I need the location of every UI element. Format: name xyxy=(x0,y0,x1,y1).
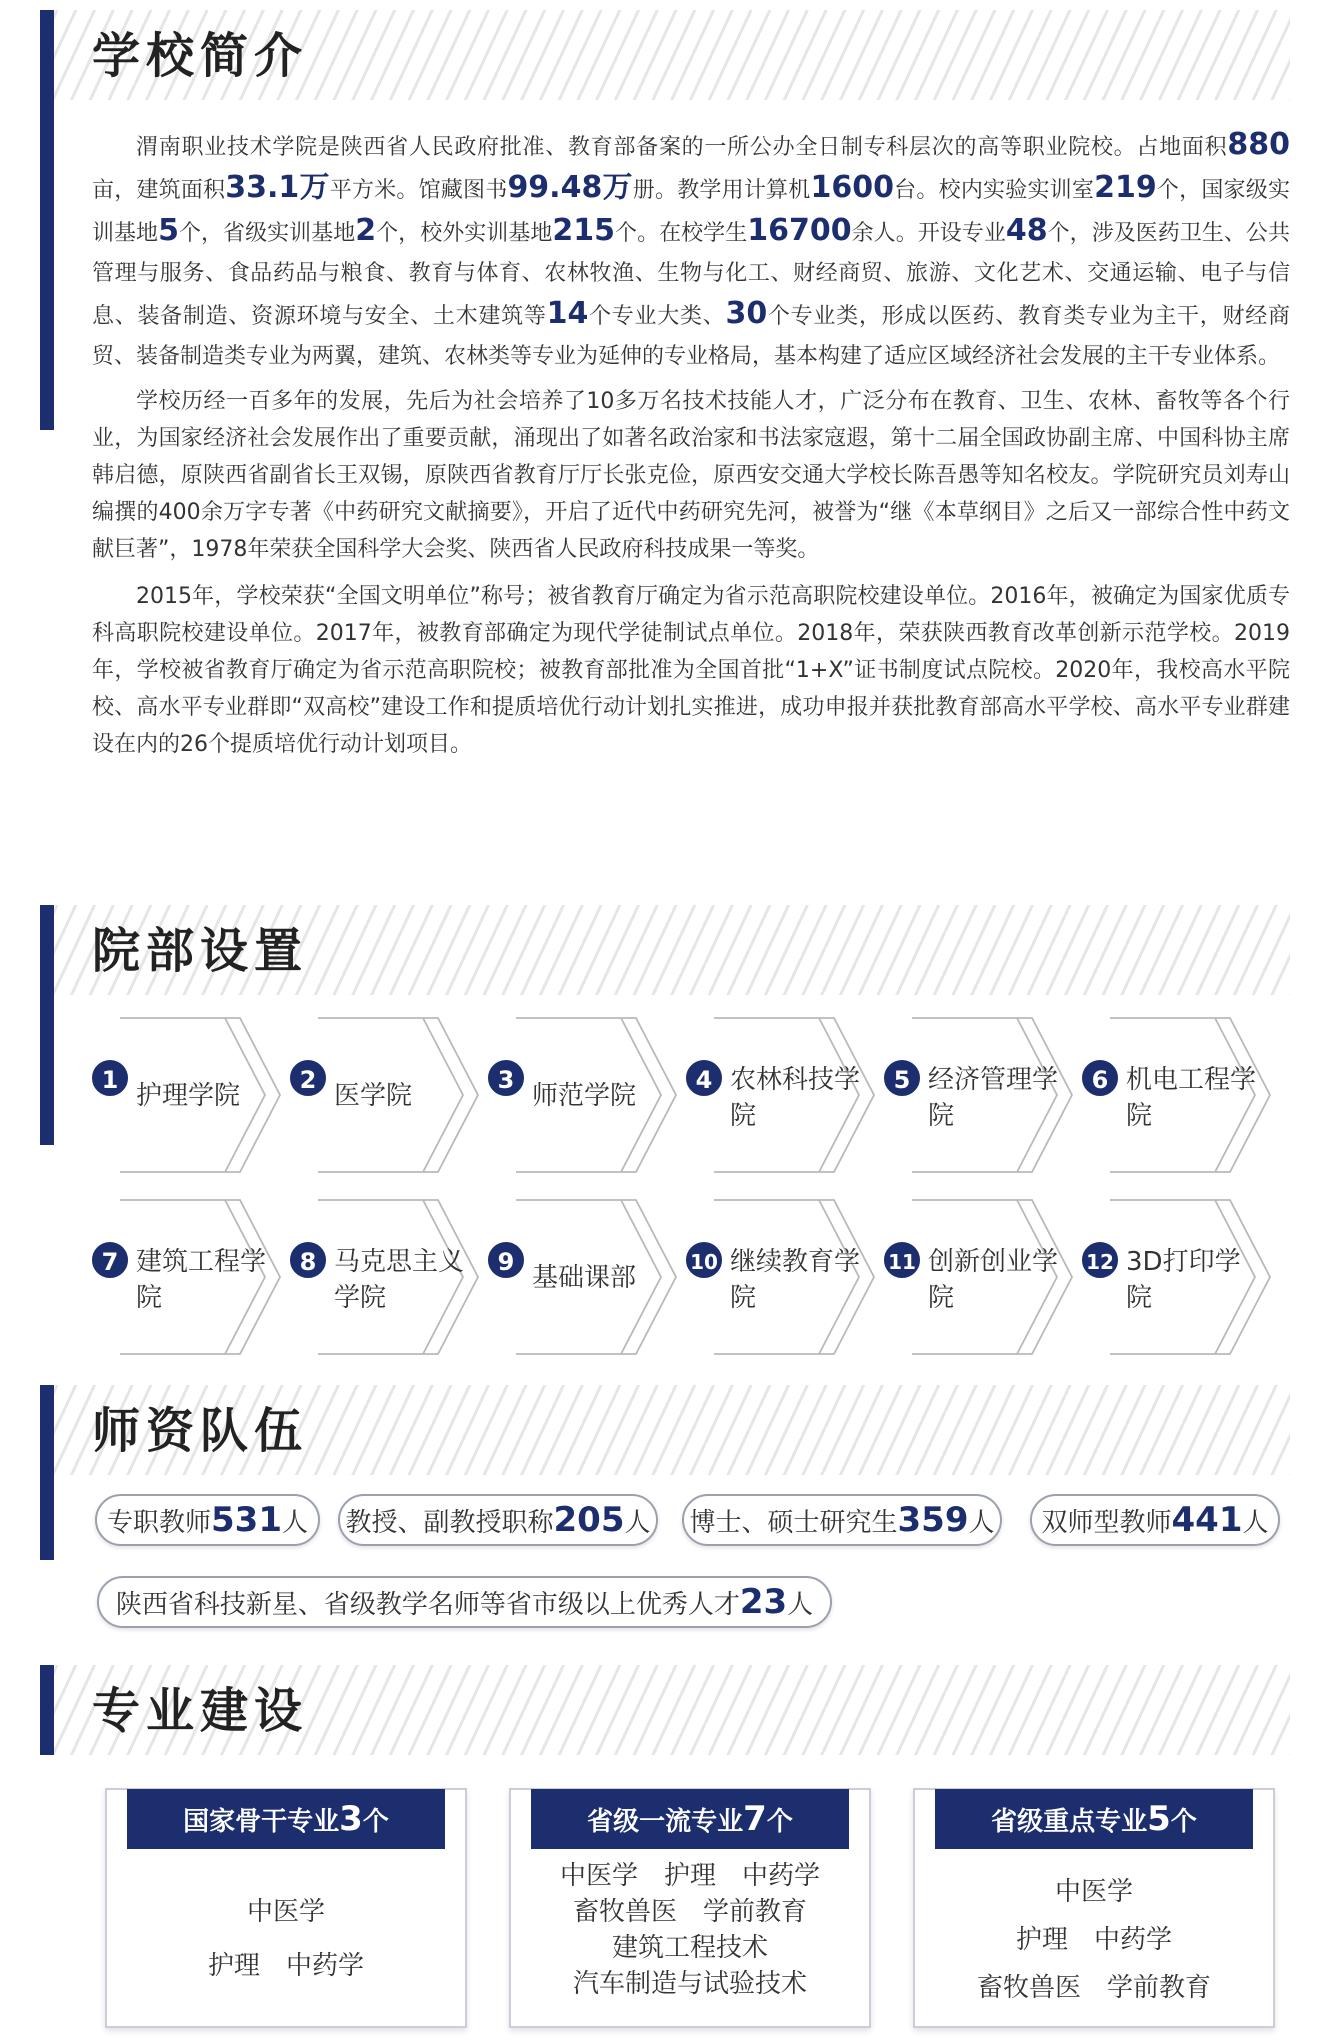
major-card-title xyxy=(127,1789,445,1849)
major-title-num: 7 xyxy=(743,1799,767,1839)
faculty-header xyxy=(40,1385,1290,1475)
highlight-number: 99.48万 xyxy=(507,170,633,205)
stat-unit: 人 xyxy=(787,1590,814,1620)
highlight-number: 33.1万 xyxy=(225,170,330,205)
major-title-pre: 省级一流专业 xyxy=(587,1807,744,1837)
stat-number: 531 xyxy=(211,1500,282,1540)
dept-item xyxy=(486,1010,685,1180)
major-list-line: 中医学 护理 中药学 xyxy=(559,1861,820,1891)
text-run: 个。在校学生 xyxy=(615,221,748,246)
section-title: 师资队伍 xyxy=(92,1403,309,1459)
stat-label: 陕西省科技新星、省级教学名师等省市级以上优秀人才 xyxy=(115,1590,740,1620)
major-card-title xyxy=(531,1789,849,1849)
majors-header xyxy=(40,1665,1290,1755)
major-list-line: 中医学 xyxy=(1054,1877,1133,1907)
text-run: 个，涉及医药卫生、公共管理与服务、食品药品与粮食、教育与体育、农林牧渔、生物与化工、财经商贸、旅游、文化艺术、交通运输、电子与信息、装备制造、资源环境与安全、土木建筑等 xyxy=(92,221,1290,329)
highlight-number: 16700 xyxy=(747,213,852,248)
depts-header xyxy=(40,905,1290,995)
text-run: 台。校内实验实训室 xyxy=(893,178,1095,203)
highlight-number: 30 xyxy=(725,296,768,331)
major-title-num: 5 xyxy=(1147,1799,1171,1839)
highlight-number: 5 xyxy=(158,213,179,248)
faculty-stat-pill xyxy=(682,1494,1002,1546)
text-run: 个，校外实训基地 xyxy=(376,221,553,246)
major-list-line: 护理 中药学 xyxy=(207,1951,364,1981)
major-card-body xyxy=(915,1868,1273,2012)
dept-item xyxy=(90,1192,289,1362)
dept-number: 8 xyxy=(288,1240,328,1280)
major-title-pre: 国家骨干专业 xyxy=(183,1807,340,1837)
dept-item xyxy=(90,1010,289,1180)
dept-item xyxy=(684,1010,883,1180)
stat-label: 博士、硕士研究生 xyxy=(689,1508,898,1538)
intro-header xyxy=(40,10,1290,100)
text-run: 个专业大类、 xyxy=(588,304,726,329)
dept-number: 3 xyxy=(486,1058,526,1098)
dept-name: 马克思主义学院 xyxy=(334,1247,465,1313)
dept-name: 师范学院 xyxy=(532,1081,637,1111)
dept-item xyxy=(288,1192,487,1362)
major-cards xyxy=(105,1788,1285,2028)
major-card xyxy=(913,1788,1275,2028)
intro-paragraph-1 xyxy=(92,125,1290,377)
dept-name: 3D打印学院 xyxy=(1126,1247,1241,1313)
stat-number: 23 xyxy=(739,1582,788,1622)
text-run: 渭南职业技术学院是陕西省人民政府批准、教育部备案的一所公办全日制专科层次的高等职业院校。占地面积 xyxy=(136,135,1228,160)
dept-item xyxy=(288,1010,487,1180)
dept-number: 2 xyxy=(288,1058,328,1098)
faculty-stat-pill xyxy=(97,1576,832,1628)
dept-name: 继续教育学院 xyxy=(730,1247,861,1313)
major-list-line: 畜牧兽医 学前教育 xyxy=(976,1973,1211,2003)
stat-unit: 人 xyxy=(281,1508,308,1538)
major-card-body xyxy=(511,1858,869,2002)
section-bar xyxy=(40,1665,54,1755)
major-title-suf: 个 xyxy=(362,1807,389,1837)
stat-label: 专职教师 xyxy=(106,1508,211,1538)
stat-number: 205 xyxy=(553,1500,625,1540)
major-title-num: 3 xyxy=(339,1799,363,1839)
dept-number: 11 xyxy=(882,1240,922,1280)
dept-number: 10 xyxy=(684,1240,724,1280)
dept-name: 建筑工程学院 xyxy=(136,1247,267,1313)
depts-section xyxy=(40,905,1290,995)
dept-name: 基础课部 xyxy=(532,1263,637,1293)
dept-name: 经济管理学院 xyxy=(928,1065,1059,1131)
text-run: 个，国家级实训基地 xyxy=(92,178,1290,246)
major-card xyxy=(105,1788,467,2028)
intro-side-bar xyxy=(40,10,54,430)
intro-paragraph-2: 学校历经一百多年的发展，先后为社会培养了10多万名技术技能人才，广泛分布在教育、卫生、农林、畜牧等各个行业，为国家经济社会发展作出了重要贡献，涌现出了如著名政治家和书法家寇遐，第十二届全国政协副主席、中国科协主席韩启德，原陕西省副省长王双锡，原陕西省教育厅厅长张克俭，原西安交通大学校长陈吾愚等知名校友。学院研究员刘寿山编撰的400余万字专著《中药研究文献摘要》，开启了近代中药研究先河，被誉为“继《本草纲目》之后又一部综合性中药文献巨著”，1978年荣获全国科学大会奖、陕西省人民政府科技成果一等奖。 xyxy=(92,389,1290,562)
dept-number: 12 xyxy=(1080,1240,1120,1280)
dept-item xyxy=(486,1192,685,1362)
dept-item xyxy=(882,1192,1081,1362)
major-list-line: 中医学 xyxy=(246,1897,325,1927)
faculty-stat-pill xyxy=(1030,1494,1280,1546)
text-run: 册。教学用计算机 xyxy=(632,178,811,203)
major-list-line: 护理 中药学 xyxy=(1015,1925,1172,1955)
section-bar xyxy=(40,1385,54,1560)
highlight-number: 2 xyxy=(355,213,377,248)
stat-unit: 人 xyxy=(1242,1508,1269,1538)
dept-name: 机电工程学院 xyxy=(1126,1065,1257,1131)
dept-item xyxy=(684,1192,883,1362)
faculty-stat-pill xyxy=(338,1494,658,1546)
major-card-body xyxy=(107,1885,465,1993)
stat-unit: 人 xyxy=(624,1508,651,1538)
major-card xyxy=(509,1788,871,2028)
text-run: 个专业类，形成以医药、教育类专业为主干，财经商贸、装备制造类专业为两翼，建筑、农林类等专业为延伸的专业格局，基本构建了适应区域经济社会发展的主干专业体系。 xyxy=(92,304,1290,369)
section-title: 学校简介 xyxy=(92,28,309,84)
faculty-section xyxy=(40,1385,1290,1475)
dept-name: 医学院 xyxy=(334,1081,413,1111)
section-title: 专业建设 xyxy=(92,1683,309,1739)
stat-number: 359 xyxy=(897,1500,969,1540)
faculty-stat-pill xyxy=(95,1494,320,1546)
dept-number: 4 xyxy=(684,1058,724,1098)
major-list-line: 汽车制造与试验技术 xyxy=(572,1969,807,1999)
major-title-pre: 省级重点专业 xyxy=(991,1807,1148,1837)
major-card-title xyxy=(935,1789,1253,1849)
majors-section xyxy=(40,1665,1290,1755)
highlight-number: 215 xyxy=(552,213,616,248)
section-bar xyxy=(40,905,54,1145)
dept-name: 农林科技学院 xyxy=(730,1065,861,1131)
major-list-line: 建筑工程技术 xyxy=(611,1933,768,1963)
intro-text xyxy=(92,125,1290,769)
highlight-number: 219 xyxy=(1094,170,1157,205)
stat-number: 441 xyxy=(1171,1500,1243,1540)
major-title-suf: 个 xyxy=(1170,1807,1197,1837)
dept-item xyxy=(882,1010,1081,1180)
stat-unit: 人 xyxy=(968,1508,995,1538)
dept-number: 9 xyxy=(486,1240,526,1280)
dept-number: 7 xyxy=(90,1240,130,1280)
highlight-number: 14 xyxy=(546,296,589,331)
text-run: 余人。开设专业 xyxy=(851,221,1006,246)
major-list-line: 畜牧兽医 学前教育 xyxy=(572,1897,807,1927)
dept-number: 1 xyxy=(90,1058,130,1098)
stat-label: 教授、副教授职称 xyxy=(345,1508,554,1538)
highlight-number: 48 xyxy=(1005,213,1048,248)
dept-name: 创新创业学院 xyxy=(928,1247,1059,1313)
dept-name: 护理学院 xyxy=(136,1081,241,1111)
dept-steps xyxy=(90,1010,1290,1380)
dept-item xyxy=(1080,1192,1279,1362)
text-run: 个，省级实训基地 xyxy=(178,221,356,246)
text-run: 平方米。馆藏图书 xyxy=(329,178,508,203)
major-title-suf: 个 xyxy=(766,1807,793,1837)
intro-section xyxy=(40,10,1290,100)
highlight-number: 880 xyxy=(1227,127,1290,162)
stat-label: 双师型教师 xyxy=(1041,1508,1172,1538)
dept-item xyxy=(1080,1010,1279,1180)
dept-number: 6 xyxy=(1080,1058,1120,1098)
section-title: 院部设置 xyxy=(92,923,309,979)
intro-paragraph-3: 2015年，学校荣获“全国文明单位”称号；被省教育厅确定为省示范高职院校建设单位。2016年，被确定为国家优质专科高职院校建设单位。2017年，被教育部确定为现代学徒制试点单位。2018年，荣获陕西教育改革创新示范学校。2019年，学校被省教育厅确定为省示范高职院校；被教育部批准为全国首批“1+X”证书制度试点院校。2020年，我校高水平院校、高水平专业群即“双高校”建设工作和提质培优行动计划扎实推进，成功申报并获批教育部高水平学校、高水平专业群建设在内的26个提质培优行动计划项目。 xyxy=(92,584,1290,757)
text-run: 亩，建筑面积 xyxy=(92,178,226,203)
highlight-number: 1600 xyxy=(810,170,894,205)
dept-number: 5 xyxy=(882,1058,922,1098)
